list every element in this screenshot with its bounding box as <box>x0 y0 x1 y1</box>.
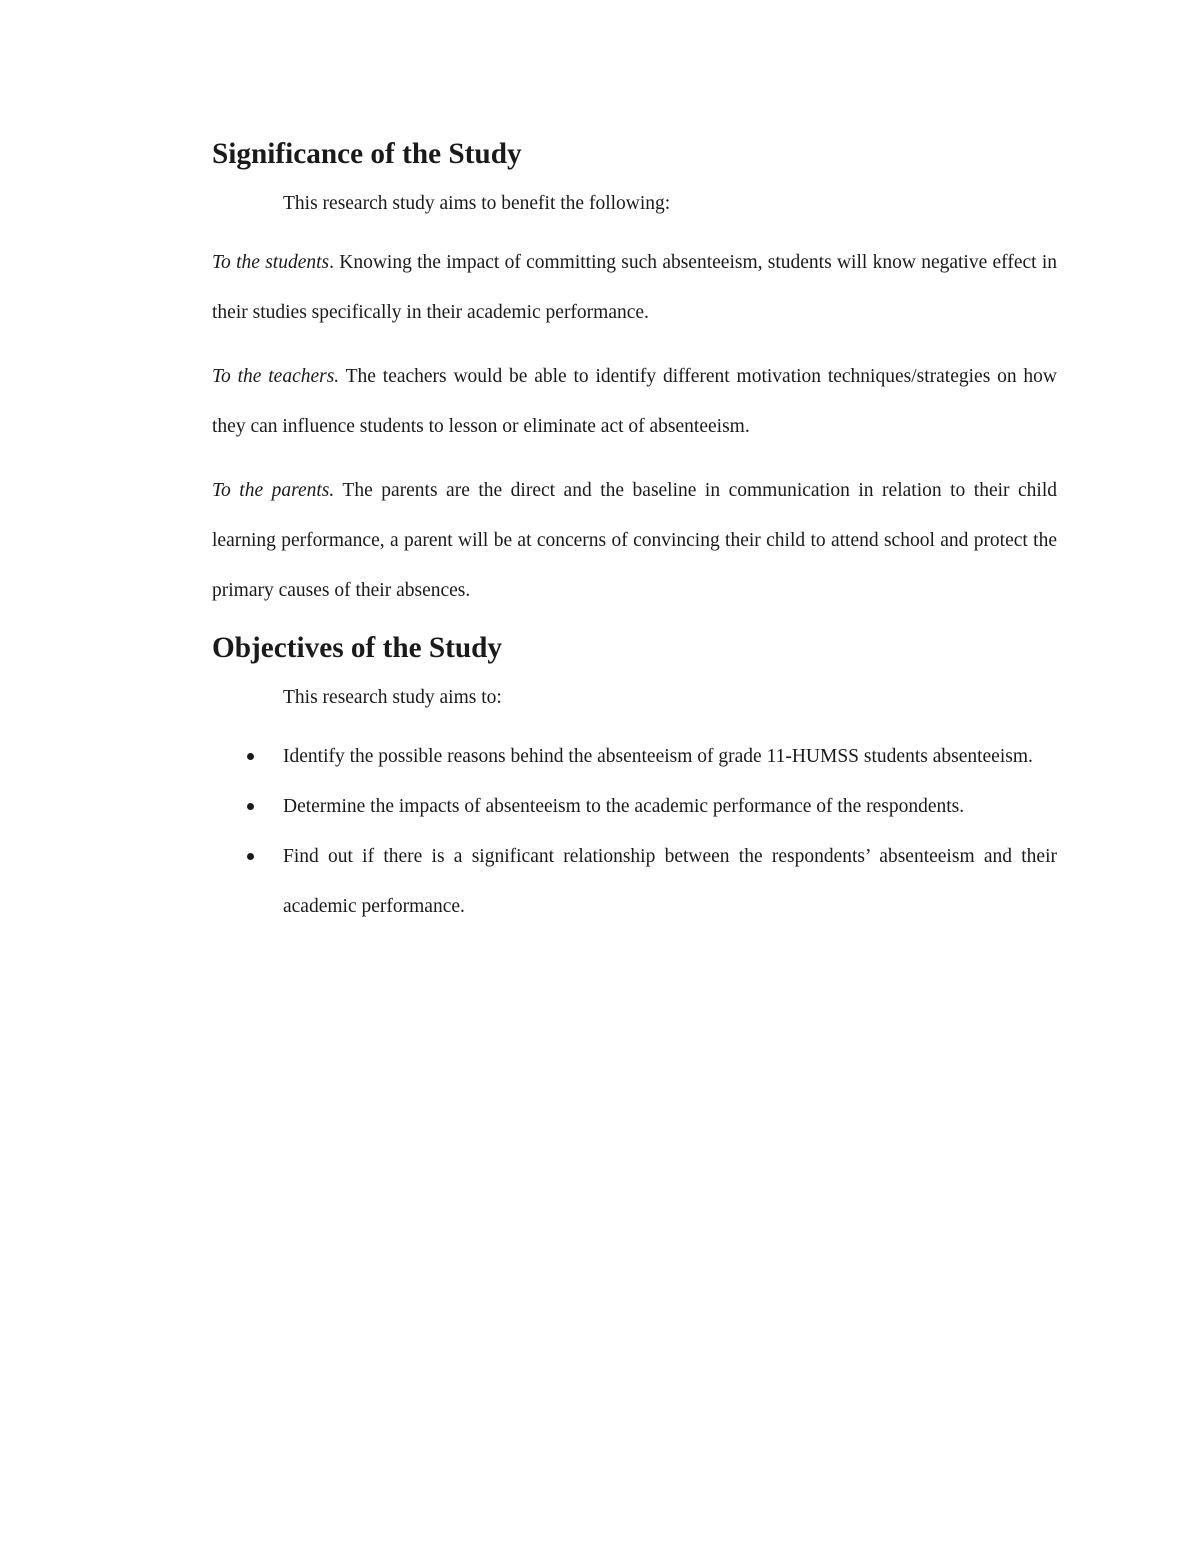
objective-text: Determine the impacts of absenteeism to the academic performance of the respondents. <box>283 796 965 817</box>
section-heading-significance: Significance of the Study <box>212 138 522 170</box>
beneficiary-students <box>212 238 1057 338</box>
beneficiary-teachers-text: The teachers would be able to identify different motivation techniques/strategies on how they can influence students to lesson or eliminate act of absenteeism. <box>212 366 1057 437</box>
list-item <box>212 732 1057 782</box>
significance-intro: This research study aims to benefit the following: <box>283 193 671 214</box>
beneficiary-teachers-lead: To the teachers. <box>212 366 340 387</box>
bullet-icon <box>247 853 254 860</box>
page-content <box>212 136 1057 932</box>
beneficiary-parents-lead: To the parents. <box>212 480 335 501</box>
bullet-icon <box>247 753 254 760</box>
objective-text: Find out if there is a significant relationship between the respondents’ absenteeism and their academic performance. <box>283 846 1057 917</box>
beneficiary-parents <box>212 466 1057 616</box>
objectives-intro: This research study aims to: <box>283 687 502 708</box>
objective-text: Identify the possible reasons behind the absenteeism of grade 11-HUMSS students absenteeism. <box>283 746 1033 767</box>
beneficiary-parents-text: The parents are the direct and the baseline in communication in relation to their child learning performance, a parent will be at concerns of convincing their child to attend school and protect the primary causes of their absences. <box>212 480 1057 601</box>
bullet-icon <box>247 803 254 810</box>
section-heading-objectives: Objectives of the Study <box>212 632 503 664</box>
beneficiary-teachers <box>212 352 1057 452</box>
list-item <box>212 782 1057 832</box>
list-item <box>212 832 1057 932</box>
objectives-list <box>212 732 1057 932</box>
beneficiary-students-text: . Knowing the impact of committing such absenteeism, students will know negative effect in their studies specifically in their academic performance. <box>212 252 1057 323</box>
beneficiary-students-lead: To the students <box>212 252 330 273</box>
